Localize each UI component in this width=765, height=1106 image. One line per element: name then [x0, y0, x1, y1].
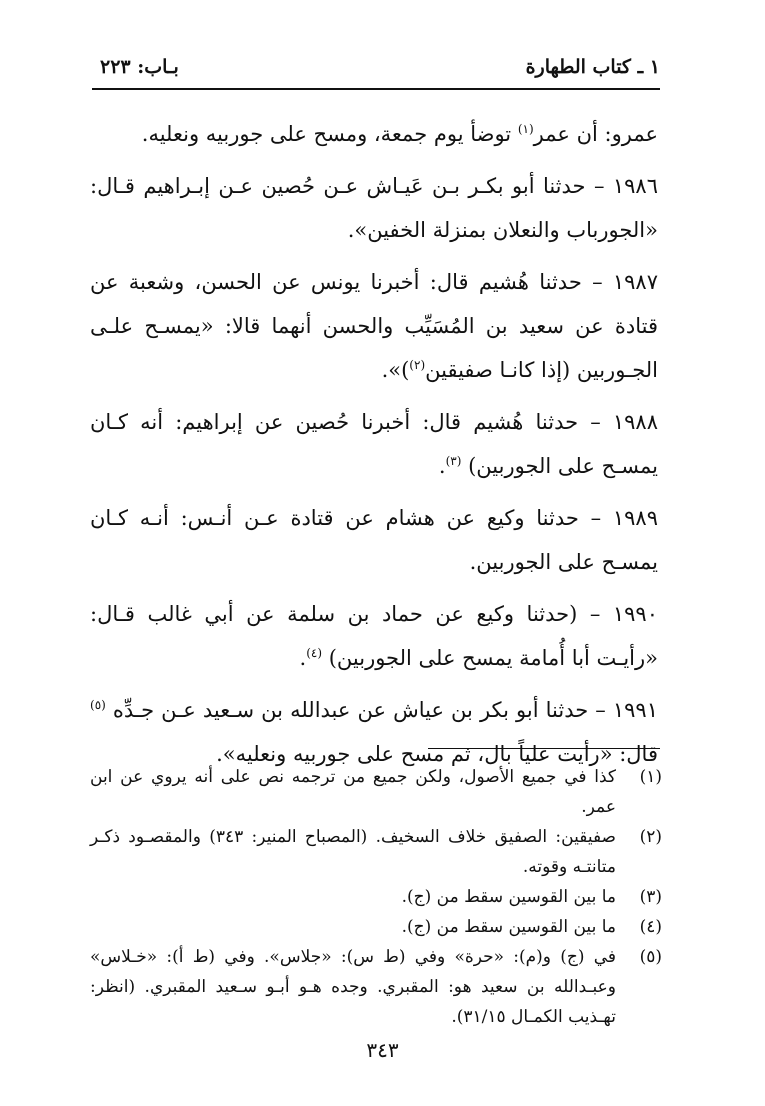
hadith-1991: ١٩٩١ – حدثنا أبو بكر بن عياش عن عبدالله بن سـعيد عـن جـدِّه $^{(٥)}$ قال: «رأيت علياً بال، ثم مسح على جوربيه ونعليه». [90, 698, 658, 766]
footnote-text: صفيقين: الصفيق خلاف السخيف. (المصباح المنير: ٣٤٣) والمقصـود ذكـر متانتـه وقوته. [90, 827, 616, 877]
running-header [92, 48, 660, 88]
footnote [90, 882, 662, 912]
footnote-text: كذا في جميع الأصول، ولكن جميع من ترجمه نص على أنه يروي عن ابن عمر. [90, 767, 616, 817]
book-title: ١ ـ كتاب الطهارة [525, 56, 660, 78]
paragraph-continuation: عمرو: أن عمر$^{(١)}$ توضأ يوم جمعة، ومسح على جوربيه ونعليه. [141, 122, 658, 146]
chapter-label: بـاب: ٢٢٣ [100, 56, 179, 78]
footnote-ref: (٥) [90, 698, 106, 712]
footnote [90, 822, 662, 882]
header-rule [92, 88, 660, 90]
footnote-text: ما بين القوسين سقط من (ج). [401, 887, 616, 907]
footnote-number: (٤) [639, 917, 662, 937]
footnote-number: (١) [639, 767, 662, 787]
main-text [90, 112, 658, 784]
hadith-1986: ١٩٨٦ – حدثنا أبو بكـر بـن عَيـاش عـن حُصين عـن إبـراهيم قـال: «الجورباب والنعلان بمنزلة الخفين». [90, 174, 658, 242]
footnote-number: (٥) [639, 947, 662, 967]
hadith-1990: ١٩٩٠ – (حدثنا وكيع عن حماد بن سلمة عن أبي غالب قـال: «رأيـت أبا أُمامة يمسح على الجوربين) $^{(٤)}$. [90, 602, 658, 670]
footnote-ref: (١) [517, 122, 534, 136]
footnote-text: في (ج) و(م): «حرة» وفي (ط س): «جلاس». وفي (ط أ): «خـلاس» وعبـدالله بن سعيد هو: المقبري. وجده هـو أبـو سـعيد المقبري. (انظر: تهـذيب الكمـال ٣١/١٥). [90, 947, 616, 1027]
footnote-text: ما بين القوسين سقط من (ج). [401, 917, 616, 937]
footnote [90, 912, 662, 942]
footnote-ref: (٢) [409, 358, 426, 372]
hadith-1988: ١٩٨٨ – حدثنا هُشيم قال: أخبرنا حُصين عن إبراهيم: أنه كـان يمسـح على الجوربين) $^{(٣)}$. [90, 410, 658, 478]
footnote-number: (٢) [639, 827, 662, 847]
footnote [90, 942, 662, 1032]
hadith-1987: ١٩٨٧ – حدثنا هُشيم قال: أخبرنا يونس عن الحسن، وشعبة عن قتادة عن سعيد بن المُسَيِّب والحسن أنهما قالا: «يمسـح علـى الجـوربين (إذا كانـا صفيقين$^{(٢)}$)». [90, 270, 658, 382]
footnote-number: (٣) [639, 887, 662, 907]
footnote [90, 762, 662, 822]
footnote-ref: (٣) [445, 454, 462, 468]
footnotes [90, 762, 662, 1032]
footnote-rule [428, 748, 660, 749]
page-number: ٣٤٣ [366, 1038, 399, 1062]
footnote-ref: (٤) [306, 646, 323, 660]
hadith-1989: ١٩٨٩ – حدثنا وكيع عن هشام عن قتادة عـن أنـس: أنـه كـان يمسـح على الجوربين. [90, 506, 658, 574]
